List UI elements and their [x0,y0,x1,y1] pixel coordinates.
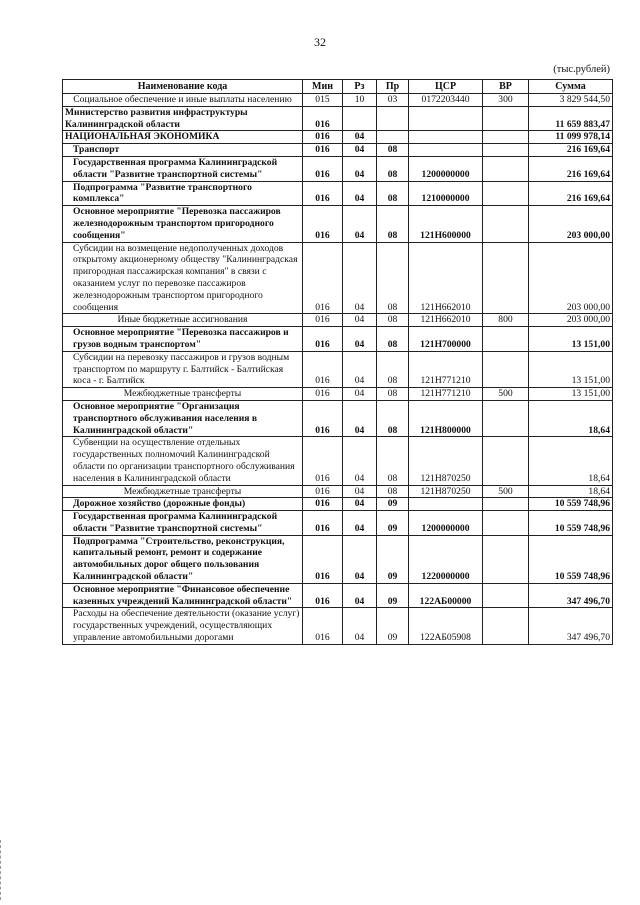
row-pr-cell: 08 [377,351,409,387]
row-sum-cell: 11 099 978,14 [529,131,613,144]
row-sum-cell: 203 000,00 [529,242,613,314]
row-min-cell: 015 [303,94,343,107]
header-min: Мин [303,80,343,94]
row-csr-cell: 121Н700000 [409,327,483,352]
table-row [63,400,613,436]
row-name-cell: Транспорт [63,144,303,157]
row-min-cell: 016 [303,388,343,401]
row-name-cell: Расходы на обеспечение деятельности (оказание услуг) государственных учреждений, осуществляющих управление автомобильными дорогами [63,608,303,644]
row-csr-cell: 121Н870250 [409,437,483,485]
row-name-cell: Государственная программа Калининградской области "Развитие транспортной системы" [63,156,303,181]
row-sum-cell: 216 169,64 [529,156,613,181]
row-vr-cell [483,242,529,314]
row-rz-cell: 04 [343,351,377,387]
row-min-cell: 016 [303,400,343,436]
row-name-cell: НАЦИОНАЛЬНАЯ ЭКОНОМИКА [63,131,303,144]
table-row [63,144,613,157]
row-name-cell: Межбюджетные трансферты [63,388,303,401]
row-min-cell: 016 [303,485,343,498]
row-rz-cell: 04 [343,485,377,498]
row-sum-cell: 203 000,00 [529,206,613,242]
row-vr-cell [483,156,529,181]
row-pr-cell: 08 [377,485,409,498]
row-sum-cell: 11 659 883,47 [529,106,613,131]
row-csr-cell: 122АБ00000 [409,583,483,608]
row-min-cell: 016 [303,583,343,608]
row-min-cell: 016 [303,181,343,206]
row-sum-cell: 3 829 544,50 [529,94,613,107]
row-sum-cell: 13 151,00 [529,351,613,387]
row-rz-cell: 04 [343,242,377,314]
row-csr-cell: 0172203440 [409,94,483,107]
table-row [63,242,613,314]
row-vr-cell [483,437,529,485]
row-rz-cell [343,106,377,131]
row-min-cell: 016 [303,106,343,131]
row-pr-cell: 03 [377,94,409,107]
row-min-cell: 016 [303,498,343,511]
row-pr-cell: 08 [377,156,409,181]
row-pr-cell: 09 [377,583,409,608]
row-pr-cell: 08 [377,144,409,157]
row-pr-cell: 08 [377,242,409,314]
row-vr-cell [483,131,529,144]
row-csr-cell: 121Н771210 [409,351,483,387]
row-vr-cell [483,400,529,436]
table-row [63,485,613,498]
row-pr-cell: 09 [377,535,409,583]
row-sum-cell: 18,64 [529,400,613,436]
row-sum-cell: 216 169,64 [529,144,613,157]
row-vr-cell: 500 [483,388,529,401]
row-vr-cell: 500 [483,485,529,498]
row-min-cell: 016 [303,314,343,327]
row-rz-cell: 04 [343,144,377,157]
row-pr-cell: 08 [377,437,409,485]
row-name-cell: Подпрограмма "Строительство, реконструкция, капитальный ремонт, ремонт и содержание автомобильных дорог общего пользования Калининградской области" [63,535,303,583]
table-row [63,511,613,536]
header-name: Наименование кода [63,80,303,94]
row-vr-cell [483,511,529,536]
row-csr-cell: 121Н771210 [409,388,483,401]
row-name-cell: Основное мероприятие "Перевозка пассажиров и грузов водным транспортом" [63,327,303,352]
row-name-cell: Основное мероприятие "Организация транспортного обслуживания населения в Калининградской области" [63,400,303,436]
row-vr-cell: 800 [483,314,529,327]
table-row [63,106,613,131]
row-vr-cell [483,535,529,583]
row-rz-cell: 10 [343,94,377,107]
row-name-cell: Дорожное хозяйство (дорожные фонды) [63,498,303,511]
row-csr-cell [409,106,483,131]
row-csr-cell: 1210000000 [409,181,483,206]
row-csr-cell: 121Н662010 [409,314,483,327]
row-min-cell: 016 [303,535,343,583]
row-vr-cell [483,608,529,644]
row-min-cell: 016 [303,156,343,181]
row-name-cell: Основное мероприятие "Перевозка пассажиров железнодорожным транспортом пригородного сообщения" [63,206,303,242]
row-name-cell: Субсидии на перевозку пассажиров и грузов водным транспортом по маршруту г. Балтийск - Балтийская коса - г. Балтийск [63,351,303,387]
table-row [63,351,613,387]
row-vr-cell [483,144,529,157]
row-pr-cell: 08 [377,388,409,401]
table-body [63,94,613,645]
row-rz-cell: 04 [343,535,377,583]
row-name-cell: Субвенции на осуществление отдельных государственных полномочий Калининградской области по организации транспортного обслуживания населения в Калининградской области [63,437,303,485]
row-min-cell: 016 [303,144,343,157]
row-vr-cell [483,351,529,387]
row-pr-cell: 09 [377,511,409,536]
table-row [63,437,613,485]
row-rz-cell: 04 [343,327,377,352]
row-pr-cell: 09 [377,498,409,511]
header-vr: ВР [483,80,529,94]
row-name-cell: Подпрограмма "Развитие транспортного комплекса" [63,181,303,206]
row-vr-cell [483,498,529,511]
row-vr-cell [483,181,529,206]
row-csr-cell [409,144,483,157]
header-csr: ЦСР [409,80,483,94]
row-csr-cell: 1200000000 [409,156,483,181]
page-edge-marks [0,840,3,900]
row-rz-cell: 04 [343,131,377,144]
units-label: (тыс.рублей) [553,64,610,75]
table-row [63,131,613,144]
row-name-cell: Субсидии на возмещение недополученных доходов открытому акционерному обществу "Калининградская пригородная пассажирская компания" в связи с оказанием услуг по перевозке пассажиров железнодорожным транспортом пригородного сообщения [63,242,303,314]
row-csr-cell: 121Н870250 [409,485,483,498]
row-pr-cell: 09 [377,608,409,644]
row-vr-cell [483,583,529,608]
row-csr-cell: 1200000000 [409,511,483,536]
table-row [63,181,613,206]
table-row [63,314,613,327]
row-sum-cell: 203 000,00 [529,314,613,327]
row-rz-cell: 04 [343,181,377,206]
row-rz-cell: 04 [343,314,377,327]
row-csr-cell: 121Н800000 [409,400,483,436]
row-min-cell: 016 [303,351,343,387]
row-pr-cell: 08 [377,206,409,242]
row-vr-cell [483,106,529,131]
row-name-cell: Основное мероприятие "Финансовое обеспечение казенных учреждений Калининградской области" [63,583,303,608]
row-name-cell: Межбюджетные трансферты [63,485,303,498]
row-name-cell: Государственная программа Калининградской области "Развитие транспортной системы" [63,511,303,536]
row-sum-cell: 347 496,70 [529,583,613,608]
table-row [63,388,613,401]
row-rz-cell: 04 [343,498,377,511]
row-csr-cell: 121Н600000 [409,206,483,242]
row-rz-cell: 04 [343,400,377,436]
row-min-cell: 016 [303,131,343,144]
header-rz: Рз [343,80,377,94]
header-pr: Пр [377,80,409,94]
table-row [63,535,613,583]
row-sum-cell: 216 169,64 [529,181,613,206]
row-name-cell: Социальное обеспечение и иные выплаты населению [63,94,303,107]
header-sum: Сумма [529,80,613,94]
row-min-cell: 016 [303,437,343,485]
row-min-cell: 016 [303,242,343,314]
table-header-row [63,80,613,94]
row-name-cell: Иные бюджетные ассигнования [63,314,303,327]
row-csr-cell: 121Н662010 [409,242,483,314]
row-min-cell: 016 [303,608,343,644]
row-pr-cell [377,131,409,144]
table-row [63,206,613,242]
row-rz-cell: 04 [343,583,377,608]
row-pr-cell: 08 [377,181,409,206]
table-row [63,498,613,511]
row-csr-cell [409,498,483,511]
row-sum-cell: 18,64 [529,485,613,498]
row-rz-cell: 04 [343,608,377,644]
row-pr-cell: 08 [377,400,409,436]
row-csr-cell: 122АБ05908 [409,608,483,644]
row-pr-cell: 08 [377,327,409,352]
row-sum-cell: 18,64 [529,437,613,485]
row-name-cell: Министерство развития инфраструктуры Калининградской области [63,106,303,131]
budget-table [62,79,613,645]
row-sum-cell: 10 559 748,96 [529,511,613,536]
row-rz-cell: 04 [343,388,377,401]
page-number: 32 [314,35,326,49]
row-sum-cell: 10 559 748,96 [529,535,613,583]
row-csr-cell [409,131,483,144]
table-row [63,327,613,352]
row-rz-cell: 04 [343,156,377,181]
row-min-cell: 016 [303,511,343,536]
row-pr-cell: 08 [377,314,409,327]
row-sum-cell: 13 151,00 [529,388,613,401]
row-rz-cell: 04 [343,206,377,242]
row-vr-cell [483,327,529,352]
row-min-cell: 016 [303,327,343,352]
row-csr-cell: 1220000000 [409,535,483,583]
row-vr-cell: 300 [483,94,529,107]
table-row [63,156,613,181]
row-rz-cell: 04 [343,437,377,485]
table-row [63,94,613,107]
row-rz-cell: 04 [343,511,377,536]
table-row [63,608,613,644]
table-row [63,583,613,608]
row-vr-cell [483,206,529,242]
row-sum-cell: 13 151,00 [529,327,613,352]
row-pr-cell [377,106,409,131]
row-sum-cell: 347 496,70 [529,608,613,644]
row-min-cell: 016 [303,206,343,242]
row-sum-cell: 10 559 748,96 [529,498,613,511]
